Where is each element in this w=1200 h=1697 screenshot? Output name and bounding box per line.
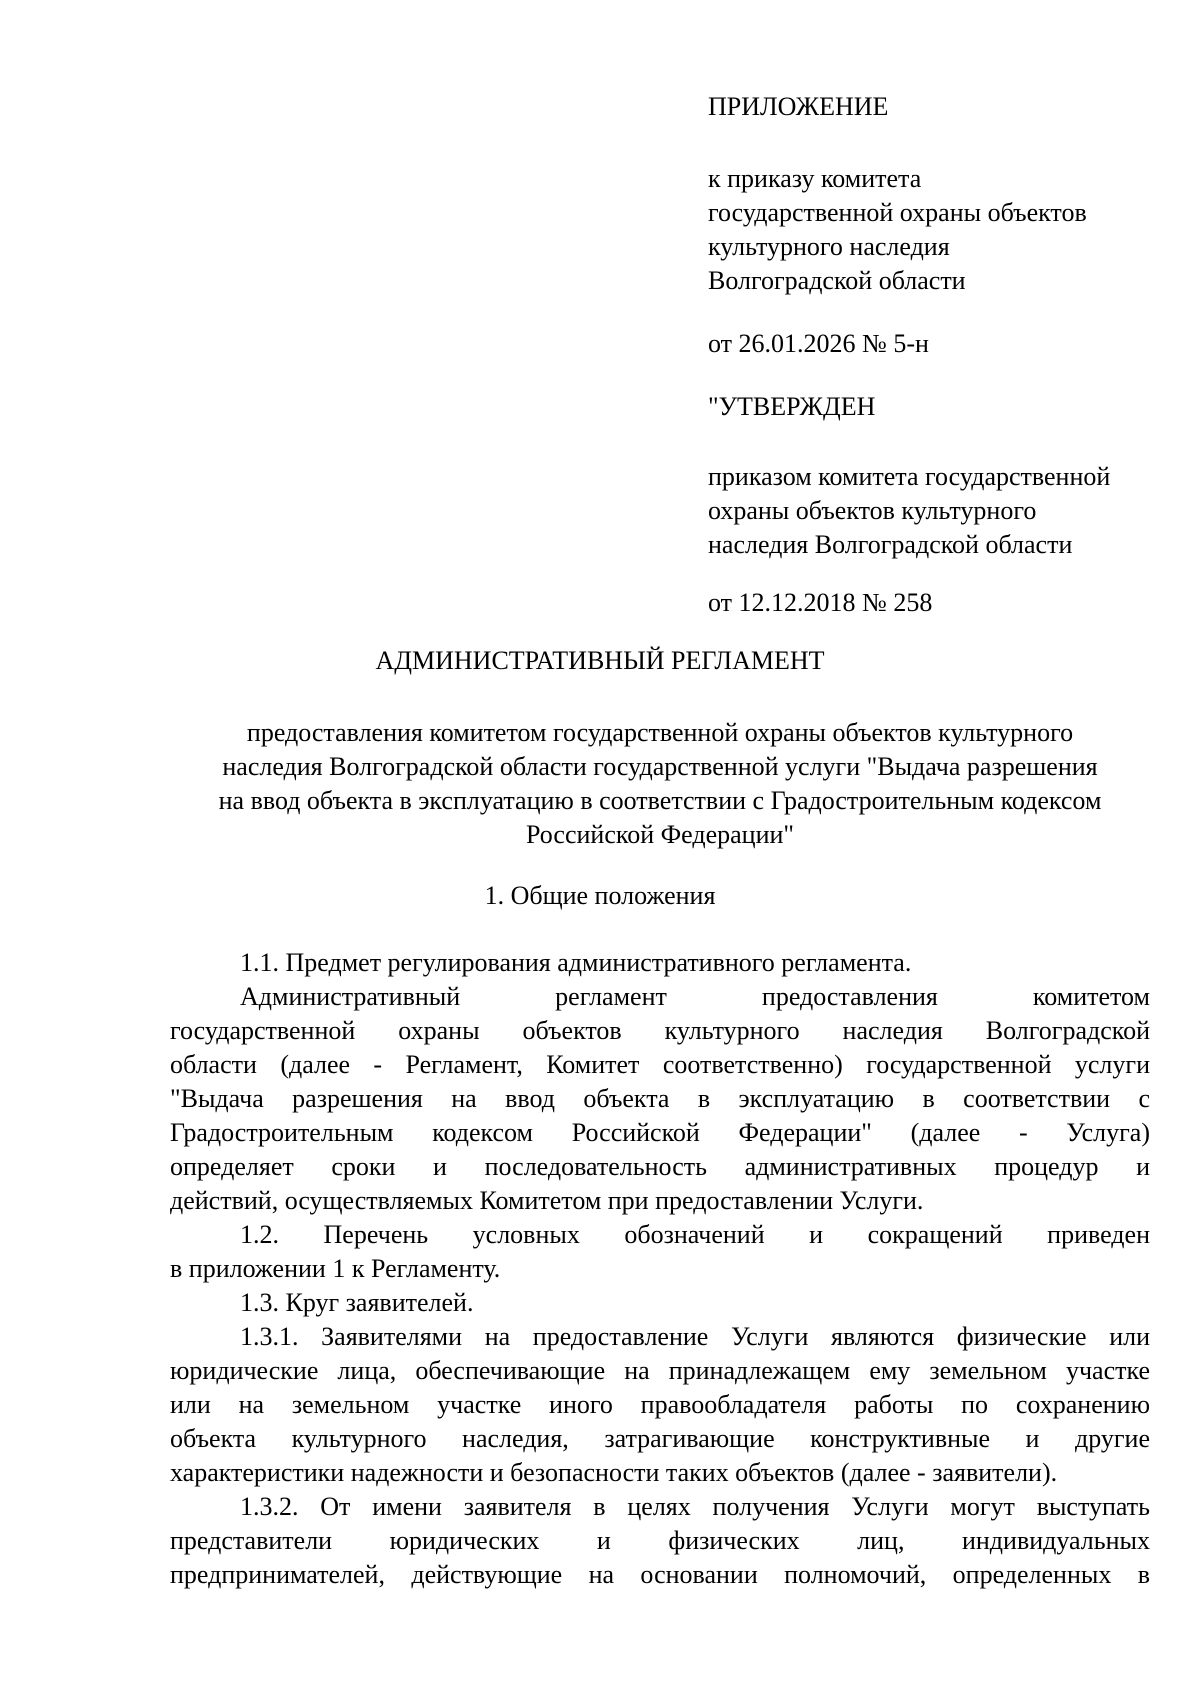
approved-by-block	[708, 460, 1188, 562]
body-line: 1.3. Круг заявителей.	[240, 1288, 474, 1317]
body-line: Административный регламент предоставления комитетом	[240, 982, 1150, 1011]
order-date-text: от 26.01.2026 № 5-н	[708, 329, 929, 358]
approved-title-text: "УТВЕРЖДЕН	[708, 392, 876, 421]
body-line: объекта культурного наследия, затрагивающие конструктивные и другие	[170, 1424, 1150, 1453]
body-line: действий, осуществляемых Комитетом при предоставлении Услуги.	[170, 1186, 924, 1215]
body-line: государственной охраны объектов культурного наследия Волгоградской	[170, 1016, 1150, 1045]
approved-by-line: охраны объектов культурного	[708, 496, 1037, 525]
appendix-title-text: ПРИЛОЖЕНИЕ	[708, 92, 889, 121]
to-order-line: государственной охраны объектов	[708, 198, 1087, 227]
body-line: 1.2. Перечень условных обозначений и сокращений приведен	[240, 1220, 1150, 1249]
body-line: Градостроительным кодексом Российской Федерации" (далее - Услуга)	[170, 1118, 1150, 1147]
body-line: представители юридических и физических лиц, индивидуальных	[170, 1526, 1150, 1555]
appendix-title	[708, 90, 1188, 124]
approved-by-line: наследия Волгоградской области	[708, 530, 1073, 559]
to-order-line: культурного наследия	[708, 232, 950, 261]
body-line: "Выдача разрешения на ввод объекта в эксплуатацию в соответствии с	[170, 1084, 1150, 1113]
to-order-block	[708, 162, 1188, 298]
body-line: в приложении 1 к Регламенту.	[170, 1254, 501, 1283]
subtitle-line: предоставления комитетом государственной охраны объектов культурного	[246, 718, 1074, 747]
body-line: юридические лица, обеспечивающие на принадлежащем ему земельном участке	[170, 1356, 1150, 1385]
body-line: 1.3.1. Заявителями на предоставление Услуги являются физические или	[240, 1322, 1150, 1351]
section-title: 1. Общие положения	[484, 881, 716, 910]
approved-date-text: от 12.12.2018 № 258	[708, 588, 933, 617]
subtitle-line: Российской Федерации"	[525, 820, 795, 849]
body-line: характеристики надежности и безопасности таких объектов (далее - заявители).	[170, 1458, 1058, 1487]
subtitle-line: наследия Волгоградской области государственной услуги "Выдача разрешения	[222, 752, 1098, 781]
document-subtitle	[170, 716, 1150, 852]
document-title: АДМИНИСТРАТИВНЫЙ РЕГЛАМЕНТ	[375, 646, 825, 675]
document-body	[170, 946, 1150, 1592]
body-line: предпринимателей, действующие на основании полномочий, определенных в	[170, 1560, 1150, 1589]
body-line: или на земельном участке иного правообладателя работы по сохранению	[170, 1390, 1150, 1419]
to-order-line: Волгоградской области	[708, 266, 966, 295]
subtitle-line: на ввод объекта в эксплуатацию в соответствии с Градостроительным кодексом	[218, 786, 1102, 815]
approved-by-line: приказом комитета государственной	[708, 462, 1111, 491]
body-line: определяет сроки и последовательность административных процедур и	[170, 1152, 1150, 1181]
to-order-line: к приказу комитета	[708, 164, 922, 193]
body-line: области (далее - Регламент, Комитет соответственно) государственной услуги	[170, 1050, 1150, 1079]
approved-date	[708, 586, 1188, 620]
body-line: 1.1. Предмет регулирования административного регламента.	[240, 948, 912, 977]
approved-title	[708, 390, 1188, 424]
order-date	[708, 327, 1188, 361]
body-line: 1.3.2. От имени заявителя в целях получения Услуги могут выступать	[240, 1492, 1150, 1521]
